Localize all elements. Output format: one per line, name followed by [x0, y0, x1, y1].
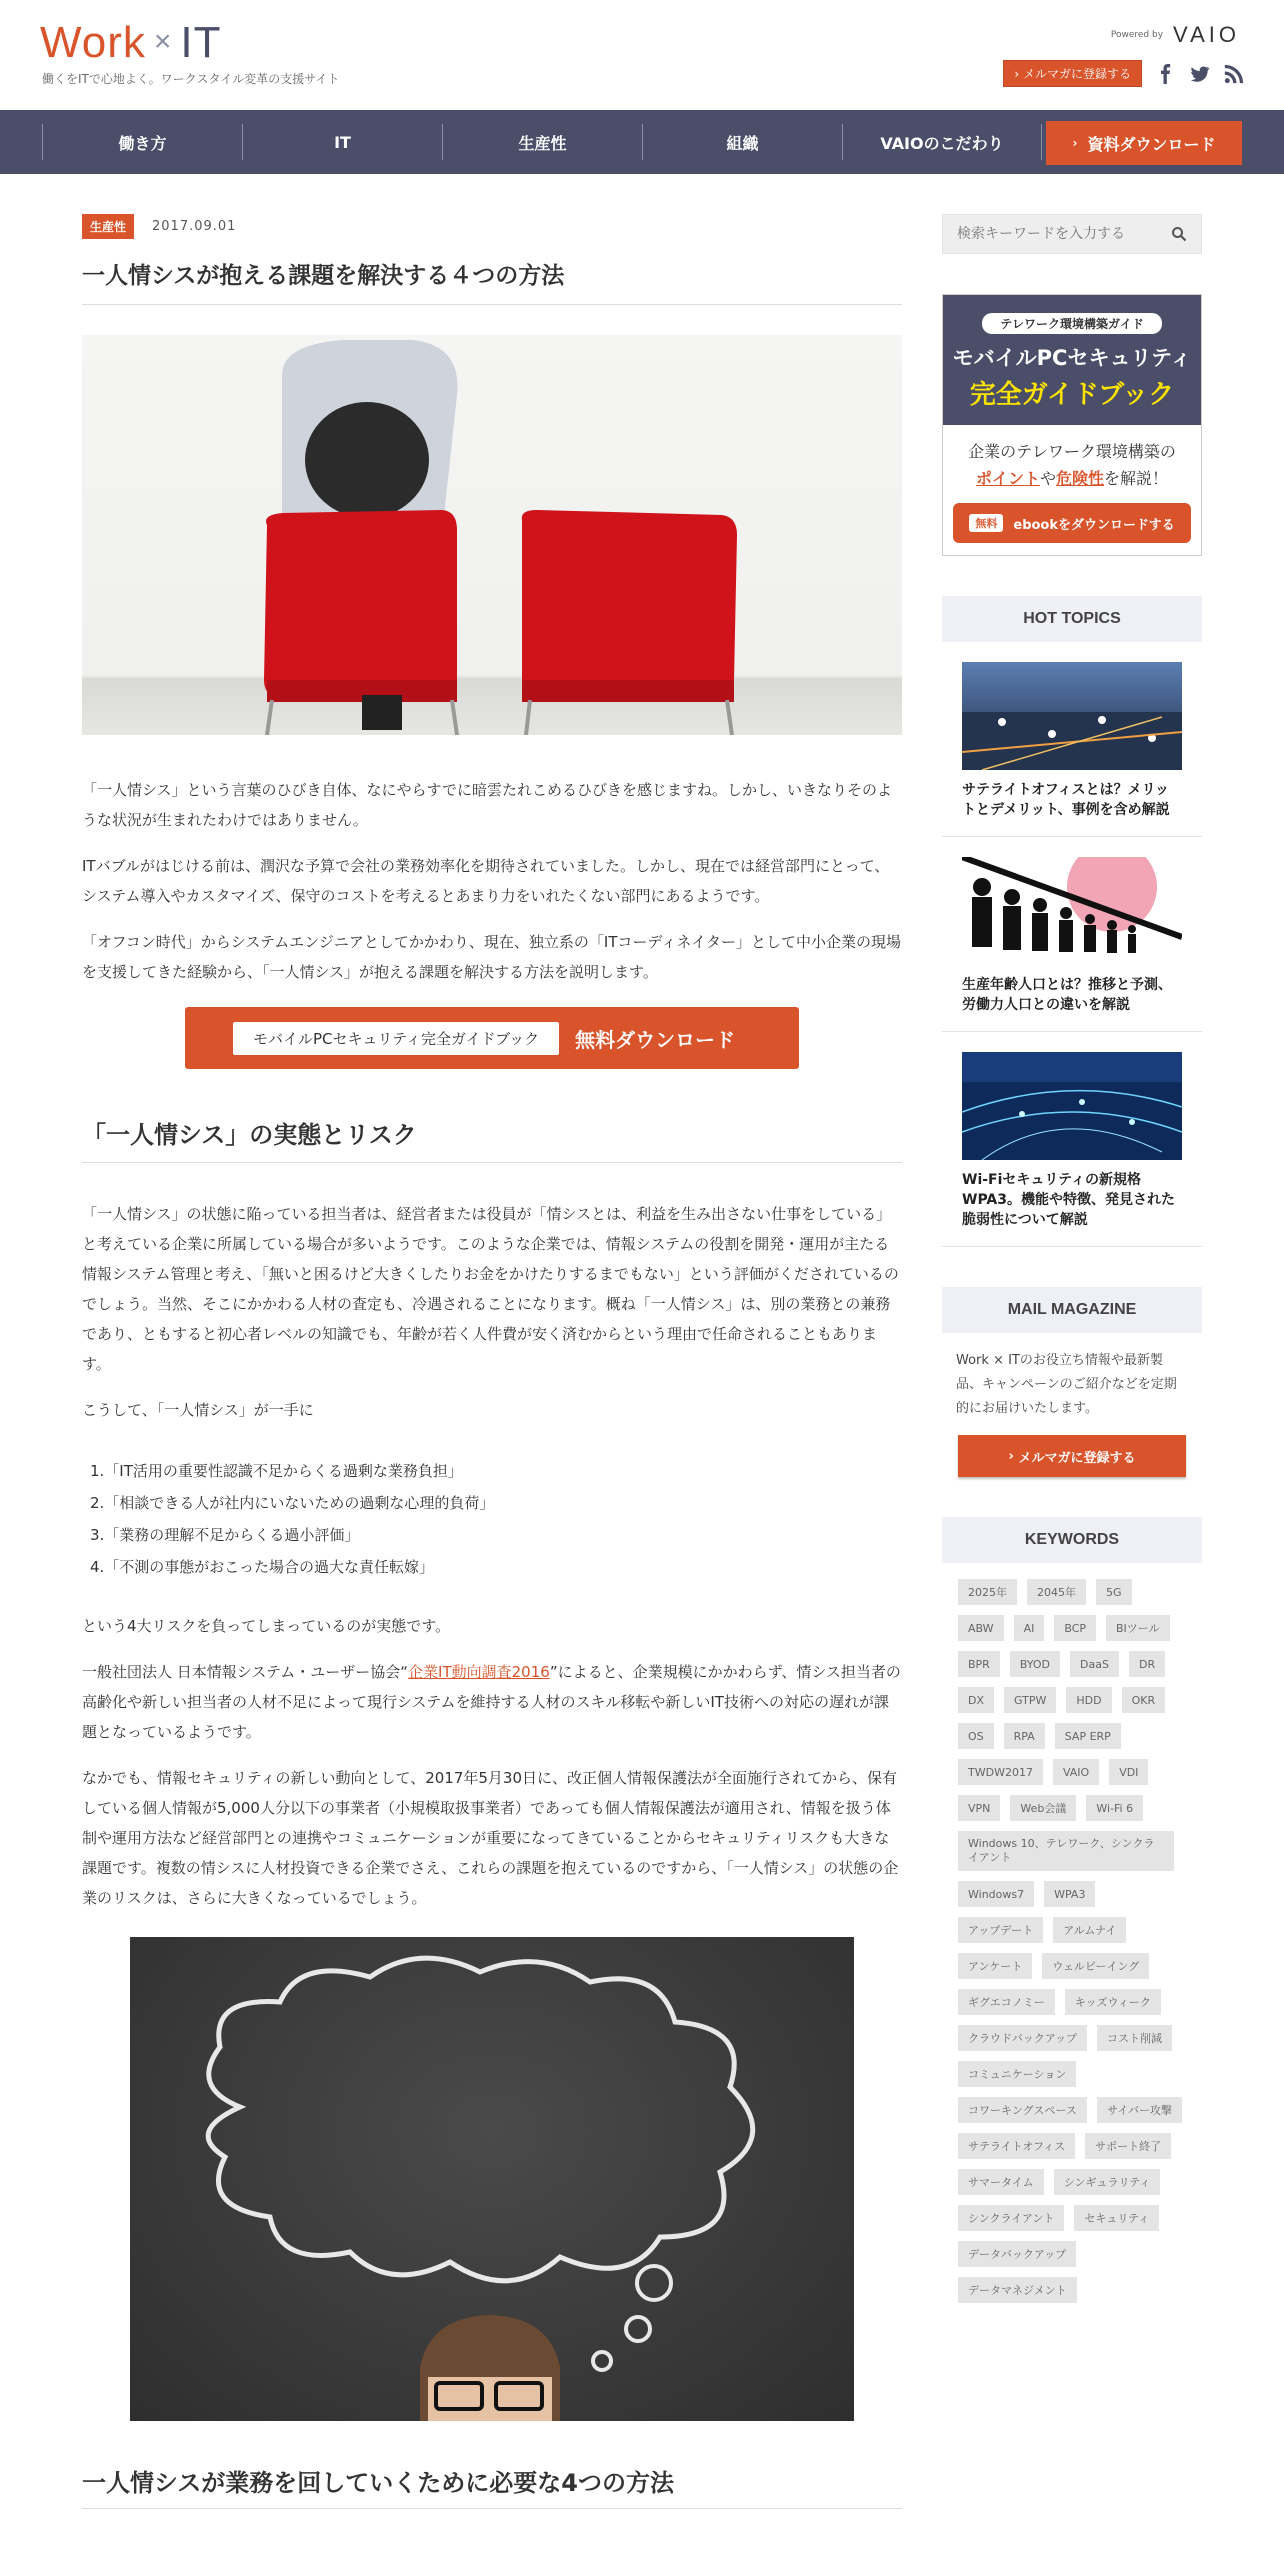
topic-title: サテライトオフィスとは？メリットとデメリット、事例を含め解説 — [962, 782, 1170, 818]
keywords-heading: KEYWORDS — [942, 1517, 1202, 1563]
facebook-icon[interactable] — [1156, 64, 1176, 84]
paragraph: 「一人情シス」の状態に陥っている担当者は、経営者または役員が「情シスとは、利益を生み出さない仕事をしている」と考えている企業に所属している場合が多いようです。このような企業では、情報システムの役割を開発・運用が主たる情報システム管理と考え、「無いと困るけど大きくしたりお金をかけたりするまでもない」という評価がくだされているのでしょう。当然、そこにかかわる人材の査定も、冷遇されることになります。概ね「一人情シス」は、別の業務との兼務であり、ともすると初心者レベルの知識でも、年齢が若く人件費が安く済むからという理由で任命されることもあります。 — [82, 1205, 899, 1373]
keyword-tag[interactable]: Windows7 — [958, 1881, 1034, 1907]
nav-download-button[interactable] — [1046, 121, 1242, 165]
cta-free-download-label: 無料ダウンロード — [575, 1027, 736, 1052]
logo-x: × — [153, 25, 173, 58]
keyword-tag[interactable]: コミュニケーション — [958, 2061, 1076, 2087]
mail-subscribe-button[interactable] — [958, 1435, 1186, 1477]
banner-sub2-text: や — [1039, 469, 1056, 488]
network-city-illustration — [962, 1052, 1182, 1160]
powered-by — [1111, 22, 1240, 48]
keyword-tag[interactable]: Web会議 — [1010, 1795, 1076, 1821]
keyword-tag[interactable]: Wi-Fi 6 — [1086, 1795, 1143, 1821]
banner-sub2-text: を解説！ — [1104, 469, 1169, 488]
risk-list — [82, 1455, 902, 1583]
paragraph: 「一人情シス」という言葉のひびき自体、なにやらすでに暗雲たれこめるひびきを感じますね。しかし、いきなりそのような状況が生まれたわけではありません。 — [82, 781, 893, 829]
banner-title-line2: 完全ガイドブック — [969, 380, 1175, 410]
twitter-icon[interactable] — [1190, 64, 1210, 84]
chevron-right-icon: › — [1008, 1448, 1019, 1464]
keyword-tag[interactable]: 2025年 — [958, 1579, 1017, 1605]
ebook-download-button[interactable] — [953, 503, 1191, 543]
logo-it: IT — [180, 18, 222, 67]
keyword-tag[interactable]: OKR — [1122, 1687, 1166, 1713]
keyword-tag[interactable]: BIツール — [1106, 1615, 1170, 1641]
guidebook-banner[interactable] — [942, 294, 1202, 556]
paragraph: 「オフコン時代」からシステムエンジニアとしてかかわり、現在、独立系の「ITコーディネイター」として中小企業の現場を支援してきた経験から、「一人情シス」が抱える課題を解決する方法を説明します。 — [82, 933, 902, 981]
nav-download-label: 資料ダウンロード — [1087, 134, 1216, 154]
article — [82, 214, 902, 2509]
keyword-tag[interactable]: DaaS — [1070, 1651, 1119, 1677]
mail-subscribe-label: メルマガに登録する — [1018, 1450, 1136, 1466]
paragraph-text: ”によると、企業規模にかかわらず、情シス担当者の高齢化や新しい担当者の人材不足によって現行システムを維持する人材のスキル移転や新しいIT技術への対応の遅れが課題となっているようです。 — [82, 1663, 901, 1741]
paragraph: こうして、「一人情シス」が一手に — [82, 1401, 314, 1419]
paragraph: なかでも、情報セキュリティの新しい動向として、2017年5月30日に、改正個人情報保護法が全面施行されてから、保有している個人情報が5,000人分以下の事業者（小規模取扱事業者）であっても個人情報保護法が適用され、情報を扱う体制や運用方法など経営部門との連携やコミュニケーションが重要になってきていることからセキュリティリスクも大きな課題です。複数の情シスに人材投資できる企業でさえ、これらの課題を抱えているのですから、「一人情シス」の状態の企業のリスクは、さらに大きくなっているでしょう。 — [82, 1769, 899, 1907]
search-icon[interactable] — [1171, 226, 1187, 242]
keyword-tag[interactable]: ギグエコノミー — [958, 1989, 1055, 2015]
paragraph: という4大リスクを負ってしまっているのが実態です。 — [82, 1617, 451, 1635]
ebook-button-label: ebookをダウンロードする — [1013, 517, 1175, 533]
tired-man-on-chairs-illustration — [82, 335, 902, 735]
keyword-tag[interactable]: アルムナイ — [1053, 1917, 1126, 1943]
nav-item-seisansei[interactable]: 生産性 — [442, 124, 642, 160]
keyword-tag[interactable]: SAP ERP — [1055, 1723, 1121, 1749]
keyword-tag[interactable]: AI — [1014, 1615, 1045, 1641]
search-input[interactable] — [957, 226, 1147, 242]
header-actions — [1003, 60, 1244, 87]
keyword-tag[interactable]: サポート終了 — [1085, 2133, 1171, 2159]
article-date: 2017.09.01 — [152, 219, 237, 234]
keyword-tag[interactable]: データマネジメント — [958, 2277, 1077, 2303]
keyword-tag[interactable]: クラウドバックアップ — [958, 2025, 1087, 2051]
keyword-tag[interactable]: サマータイム — [958, 2169, 1044, 2195]
keyword-tag[interactable]: セキュリティ — [1074, 2205, 1159, 2231]
category-badge[interactable]: 生産性 — [82, 214, 134, 239]
banner-header — [943, 295, 1201, 425]
topic-card[interactable] — [942, 642, 1202, 837]
logo-work: Work — [40, 18, 146, 67]
thought-bubble-image — [130, 1937, 854, 2421]
keyword-tag[interactable]: BYOD — [1010, 1651, 1060, 1677]
keyword-tag[interactable]: VPN — [958, 1795, 1000, 1821]
banner-sub1: 企業のテレワーク環境構築の — [968, 442, 1176, 461]
city-map-illustration — [962, 662, 1182, 770]
keyword-tag[interactable]: アンケート — [958, 1953, 1032, 1979]
paragraph-text: 一般社団法人 日本情報システム・ユーザー協会“ — [82, 1663, 409, 1681]
keyword-tag[interactable]: サイバー攻撃 — [1097, 2097, 1182, 2123]
list-item: 3.「業務の理解不足からくる過小評価」 — [90, 1526, 360, 1544]
topic-title: 生産年齢人口とは？推移と予測、労働力人口との違いを解説 — [962, 977, 1172, 1013]
banner-em-risk: 危険性 — [1056, 469, 1105, 488]
keywords — [942, 1517, 1202, 2303]
topic-card[interactable] — [942, 1032, 1202, 1247]
keyword-tag[interactable]: データバックアップ — [958, 2241, 1076, 2267]
sns-links — [1156, 64, 1244, 84]
keyword-tag[interactable]: サテライトオフィス — [958, 2133, 1075, 2159]
header-mail-label: メルマガに登録する — [1022, 67, 1131, 81]
topic-card[interactable] — [942, 837, 1202, 1032]
topic-title: Wi-Fiセキュリティの新規格WPA3。機能や特徴、発見された脆弱性について解説 — [962, 1172, 1175, 1228]
cta-guidebook-label: モバイルPCセキュリティ完全ガイドブック — [233, 1022, 559, 1055]
hot-topics-heading: HOT TOPICS — [942, 596, 1202, 642]
powered-by-label: Powered by — [1110, 30, 1164, 40]
banner-title-line1: モバイルPCセキュリティ — [952, 346, 1192, 370]
keyword-tag[interactable]: BCP — [1054, 1615, 1096, 1641]
keyword-tag[interactable]: シンギュラリティ — [1054, 2169, 1161, 2195]
free-badge: 無料 — [969, 514, 1003, 532]
banner-guide-label: テレワーク環境構築ガイド — [982, 313, 1161, 334]
site-logo[interactable] — [40, 18, 222, 68]
global-nav — [0, 110, 1284, 174]
mail-magazine-heading: MAIL MAGAZINE — [942, 1287, 1202, 1333]
keyword-tag[interactable]: WPA3 — [1044, 1881, 1095, 1907]
section-heading: 一人情シスが業務を回していくために必要な4つの方法 — [82, 2463, 902, 2509]
mail-magazine — [942, 1287, 1202, 1477]
keyword-tag[interactable]: GTPW — [1004, 1687, 1056, 1713]
mail-magazine-text: Work × ITのお役立ち情報や最新製品、キャンペーンのご紹介などを定期的にお届けいたします。 — [956, 1353, 1177, 1416]
nav-item-vaio[interactable]: VAIOのこだわり — [842, 124, 1042, 160]
keyword-tag[interactable]: アップデート — [958, 1917, 1043, 1943]
survey-link[interactable]: 企業IT動向調査2016 — [408, 1663, 550, 1681]
keyword-tag[interactable]: ウェルビーイング — [1042, 1953, 1149, 1979]
keyword-tag[interactable]: DX — [958, 1687, 994, 1713]
list-item: 2.「相談できる人が社内にいないための過剰な心理的負荷」 — [90, 1494, 495, 1512]
site-header — [0, 0, 1284, 110]
keyword-tag[interactable]: 2045年 — [1027, 1579, 1086, 1605]
sidebar — [942, 214, 1202, 2303]
keyword-tag[interactable]: BPR — [958, 1651, 1000, 1677]
keyword-tag[interactable]: VDI — [1109, 1759, 1148, 1785]
site-tagline: 働くをITで心地よく。ワークスタイル変革の支援サイト — [42, 72, 340, 86]
keyword-tag[interactable]: OS — [958, 1723, 994, 1749]
paragraph: ITバブルがはじける前は、潤沢な予算で会社の業務効率化を期待されていました。しかし、現在では経営部門にとって、システム導入やカスタマイズ、保守のコストを考えるとあまり力をいれたくない部門にあるようです。 — [82, 857, 890, 905]
article-meta — [82, 214, 902, 239]
keyword-tag[interactable]: VAIO — [1053, 1759, 1099, 1785]
keyword-tag[interactable]: HDD — [1066, 1687, 1111, 1713]
keyword-tag[interactable]: 5G — [1096, 1579, 1132, 1605]
banner-em-point: ポイント — [975, 469, 1040, 488]
hero-image — [82, 335, 902, 735]
vaio-logo[interactable]: VAIO — [1173, 22, 1240, 47]
thought-bubble-illustration — [130, 1937, 854, 2421]
topic-thumbnail — [962, 662, 1182, 770]
keyword-tag[interactable]: ABW — [958, 1615, 1004, 1641]
keyword-tag[interactable]: RPA — [1004, 1723, 1045, 1749]
rss-icon[interactable] — [1224, 64, 1244, 84]
keyword-tags — [942, 1563, 1202, 2303]
list-item: 4.「不測の事態がおこった場合の過大な責任転嫁」 — [90, 1558, 435, 1576]
chevron-right-icon: › — [1072, 136, 1078, 150]
keyword-tag[interactable]: コワーキングスペース — [958, 2097, 1087, 2123]
banner-sub2 — [943, 466, 1201, 489]
keyword-tag[interactable]: TWDW2017 — [958, 1759, 1043, 1785]
topic-thumbnail — [962, 1052, 1182, 1160]
guidebook-download-button[interactable] — [185, 1007, 799, 1069]
paragraph — [82, 1657, 902, 1747]
nav-item-hatarakikata[interactable]: 働き方 — [42, 124, 242, 160]
article-title: 一人情シスが抱える課題を解決する４つの方法 — [82, 257, 902, 305]
nav-item-soshiki[interactable]: 組織 — [642, 124, 842, 160]
keyword-tag[interactable]: Windows 10、テレワーク、シンクライアント — [958, 1831, 1174, 1871]
chevron-right-icon: › — [1014, 67, 1023, 81]
keyword-tag[interactable]: DR — [1129, 1651, 1165, 1677]
nav-item-it[interactable]: IT — [242, 124, 442, 160]
search-box — [942, 214, 1202, 254]
keyword-tag[interactable]: キッズウィーク — [1065, 1989, 1161, 2015]
population-illustration — [962, 857, 1182, 965]
topic-thumbnail — [962, 857, 1182, 965]
hot-topics — [942, 596, 1202, 1247]
section-heading: 「一人情シス」の実態とリスク — [82, 1115, 902, 1163]
header-mail-button[interactable] — [1003, 60, 1142, 87]
keyword-tag[interactable]: シンクライアント — [958, 2205, 1064, 2231]
list-item: 1.「IT活用の重要性認識不足からくる過剰な業務負担」 — [90, 1462, 463, 1480]
keyword-tag[interactable]: コスト削減 — [1097, 2025, 1172, 2051]
